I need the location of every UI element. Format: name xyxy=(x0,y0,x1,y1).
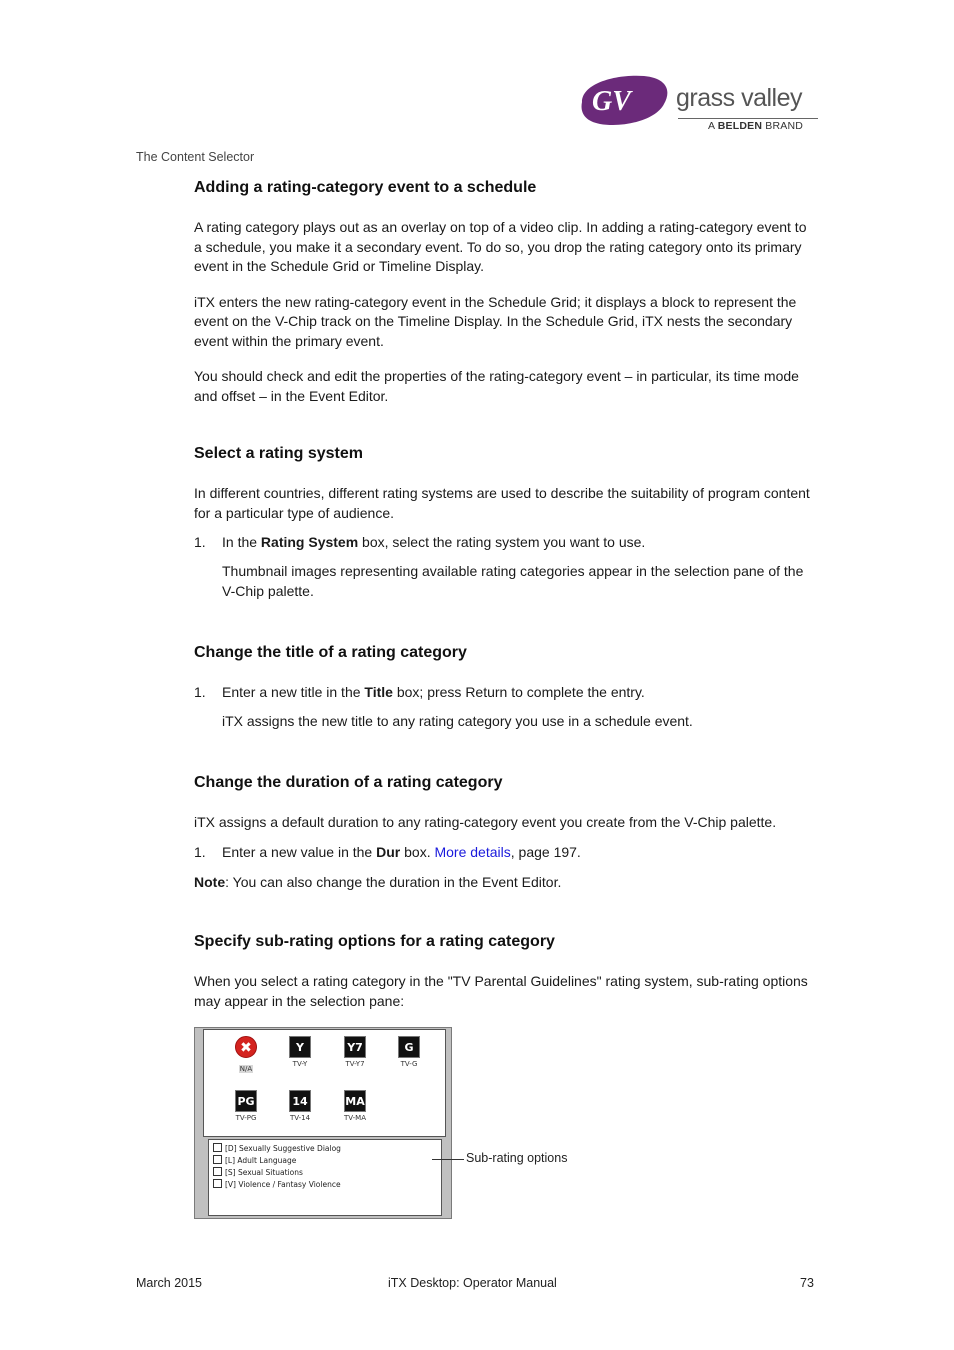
thumbnail-tv-y[interactable] xyxy=(280,1036,320,1068)
paragraph: A rating category plays out as an overlay on top of a video clip. In adding a rating-category event to a schedule, you make it a secondary event. To do so, you drop the rating category onto its primary event in the Schedule Grid or Timeline Display. xyxy=(194,219,807,274)
logo-divider xyxy=(678,118,818,119)
paragraph: iTX assigns a default duration to any rating-category event you create from the V-Chip palette. xyxy=(194,814,777,830)
step-text-bold: Rating System xyxy=(260,534,359,550)
section-heading: Select a rating system xyxy=(194,445,363,462)
step-text-pre: In the xyxy=(222,534,261,550)
thumbnail-tv-pg[interactable] xyxy=(226,1090,266,1122)
section-change-title xyxy=(194,643,814,733)
section-heading: Change the title of a rating category xyxy=(194,644,467,661)
sub-rating-options-pane xyxy=(208,1139,442,1216)
tv-pg-icon: PG xyxy=(235,1090,257,1112)
selection-pane xyxy=(203,1029,446,1137)
option-label: [L] Adult Language xyxy=(225,1156,297,1165)
option-label: [S] Sexual Situations xyxy=(225,1168,303,1177)
thumbnail-label: TV-Y7 xyxy=(345,1060,365,1068)
thumbnail-label: TV-14 xyxy=(289,1114,311,1122)
option-label: [D] Sexually Suggestive Dialog xyxy=(225,1144,341,1153)
logo-tagline xyxy=(708,120,803,132)
step-text-pre: Enter a new title in the xyxy=(222,684,365,700)
paragraph: When you select a rating category in the "TV Parental Guidelines" rating system, sub-rating options may appear in the selection pane: xyxy=(194,973,808,1009)
sub-rating-option[interactable] xyxy=(213,1167,303,1177)
v-chip-palette-screenshot xyxy=(194,1027,452,1219)
step-list xyxy=(194,683,814,733)
step-text-post: box, select the rating system you want to use. xyxy=(358,534,646,550)
thumbnail-label: TV-PG xyxy=(235,1114,257,1122)
tv-y7-icon: Y7 xyxy=(344,1036,366,1058)
checkbox[interactable] xyxy=(213,1167,222,1176)
gv-logo-mark-icon xyxy=(574,72,674,128)
tv-14-icon: 14 xyxy=(289,1090,311,1112)
grass-valley-logo xyxy=(574,72,820,134)
section-sub-rating-options xyxy=(194,932,814,1011)
section-label: The Content Selector xyxy=(136,150,255,164)
footer-title: iTX Desktop: Operator Manual xyxy=(388,1276,557,1290)
step-text xyxy=(222,843,814,863)
step-text-pre: Enter a new value in the xyxy=(222,843,377,860)
sub-rating-option[interactable] xyxy=(213,1155,296,1165)
paragraph: You should check and edit the properties of the rating-category event – in particular, its time mode and offset – in the Event Editor. xyxy=(194,368,799,404)
thumbnail-label: N/A xyxy=(239,1065,253,1073)
tv-ma-icon: MA xyxy=(344,1090,366,1112)
step-note: Thumbnail images representing available rating categories appear in the selection pane of the V-Chip palette. xyxy=(222,563,804,599)
logo-tagline-brand: BELDEN xyxy=(717,120,763,132)
checkbox[interactable] xyxy=(213,1155,222,1164)
step-note: iTX assigns the new title to any rating category you use in a schedule event. xyxy=(222,713,693,729)
thumbnail-na[interactable] xyxy=(226,1036,266,1076)
thumbnail-tv-ma[interactable] xyxy=(335,1090,375,1122)
step-text-bold: Dur xyxy=(376,843,401,860)
sub-rating-option[interactable] xyxy=(213,1143,341,1153)
note-label: Note xyxy=(194,873,226,890)
tv-g-icon: G xyxy=(398,1036,420,1058)
step-text-post: , page 197. xyxy=(510,843,581,860)
step-number: 1. xyxy=(194,684,206,700)
section-heading: Change the duration of a rating category xyxy=(194,774,503,791)
step-text-mid: box. xyxy=(400,843,435,860)
section-adding-rating-event xyxy=(194,178,814,406)
paragraph: In different countries, different rating systems are used to describe the suitability of program content for a particular type of audience. xyxy=(194,485,810,521)
step-text xyxy=(222,533,814,553)
footer-page-number: 73 xyxy=(800,1276,814,1290)
note xyxy=(194,873,814,893)
callout-label: Sub-rating options xyxy=(466,1151,568,1165)
more-details-link[interactable]: More details xyxy=(434,843,511,860)
na-icon: ✖ xyxy=(235,1036,257,1058)
tv-y-icon: Y xyxy=(289,1036,311,1058)
section-select-rating-system xyxy=(194,444,814,599)
footer-date: March 2015 xyxy=(136,1276,203,1290)
thumbnail-tv-y7[interactable] xyxy=(335,1036,375,1068)
step-text-bold: Title xyxy=(364,684,393,700)
thumbnail-tv-14[interactable] xyxy=(280,1090,320,1122)
step-list xyxy=(194,843,814,863)
logo-wordmark: grass valley xyxy=(676,84,802,112)
thumbnail-label: TV-MA xyxy=(343,1114,366,1122)
thumbnail-tv-g[interactable] xyxy=(389,1036,429,1068)
section-heading: Adding a rating-category event to a schedule xyxy=(194,179,537,196)
callout-line xyxy=(432,1159,464,1160)
option-label: [V] Violence / Fantasy Violence xyxy=(225,1180,341,1189)
step-number: 1. xyxy=(194,534,206,550)
step-list xyxy=(194,533,814,599)
checkbox[interactable] xyxy=(213,1143,222,1152)
thumbnail-label: TV-G xyxy=(400,1060,418,1068)
note-text: : You can also change the duration in the Event Editor. xyxy=(225,873,562,890)
step-text xyxy=(222,683,814,703)
paragraph: iTX enters the new rating-category event in the Schedule Grid; it displays a block to represent the event on the V-Chip track on the Timeline Display. In the Schedule Grid, iTX nests the secondary event within the primary event. xyxy=(194,293,797,349)
section-change-duration xyxy=(194,773,814,892)
logo-tagline-suffix: BRAND xyxy=(765,120,804,132)
sub-rating-option[interactable] xyxy=(213,1179,341,1189)
thumbnail-label: TV-Y xyxy=(292,1060,308,1068)
section-heading: Specify sub-rating options for a rating category xyxy=(194,933,555,950)
checkbox[interactable] xyxy=(213,1179,222,1188)
svg-text:GV: GV xyxy=(592,86,631,117)
step-number: 1. xyxy=(194,843,206,860)
logo-tagline-prefix: A xyxy=(708,120,715,132)
step-text-post: box; press Return to complete the entry. xyxy=(392,684,645,700)
